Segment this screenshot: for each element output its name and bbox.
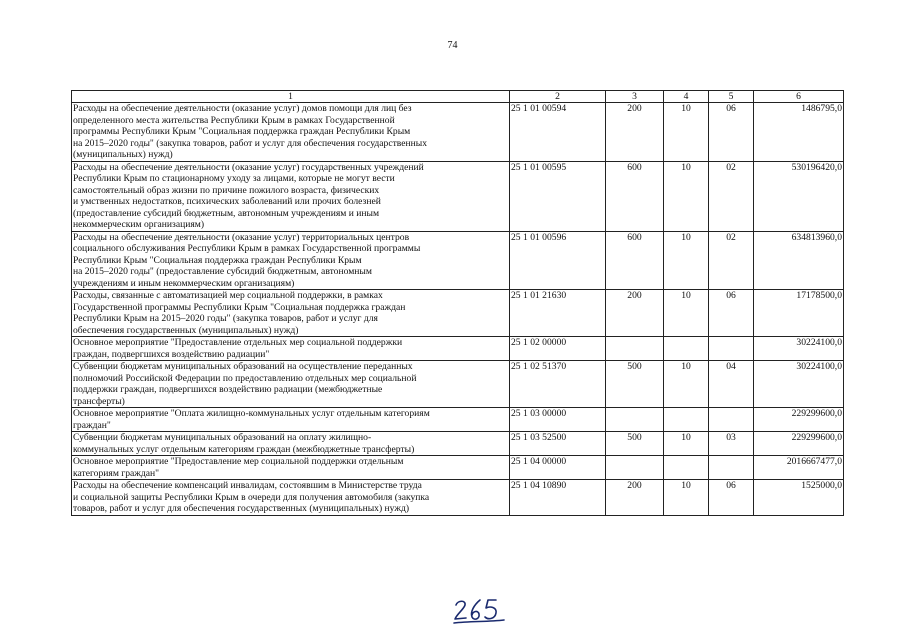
subsection: 02 bbox=[709, 161, 754, 231]
amount: 17178500,0 bbox=[754, 290, 844, 337]
header-col-5: 5 bbox=[709, 91, 754, 103]
subsection: 06 bbox=[709, 103, 754, 162]
handwritten-page-mark bbox=[452, 595, 512, 625]
section: 10 bbox=[664, 432, 709, 456]
section: 10 bbox=[664, 103, 709, 162]
expense-name: Расходы, связанные с автоматизацией мер социальной поддержки, в рамках Государственной программы Республики Крым "Социальная поддержка граждан Республики Крым на 2015–2020 годы" (закупка товаров, работ и услуг для обеспечения государственных (муниципальных) нужд) bbox=[72, 290, 510, 337]
section: 10 bbox=[664, 480, 709, 516]
expense-name: Субвенции бюджетам муниципальных образований на осуществление переданных полномочий Российской Федерации по предоставлению отдельных мер социальной поддержки граждан, подвергшихся воздействию радиации (межбюджетные трансферты) bbox=[72, 361, 510, 408]
table-row bbox=[72, 480, 844, 516]
table-row bbox=[72, 361, 844, 408]
header-col-1: 1 bbox=[72, 91, 510, 103]
expense-name: Основное мероприятие "Оплата жилищно-коммунальных услуг отдельным категориям граждан" bbox=[72, 408, 510, 432]
subsection bbox=[709, 337, 754, 361]
table-row bbox=[72, 432, 844, 456]
budget-code: 25 1 01 21630 bbox=[510, 290, 606, 337]
budget-code: 25 1 03 52500 bbox=[510, 432, 606, 456]
table-row bbox=[72, 103, 844, 162]
subsection: 06 bbox=[709, 480, 754, 516]
budget-code: 25 1 01 00594 bbox=[510, 103, 606, 162]
header-col-2: 2 bbox=[510, 91, 606, 103]
section bbox=[664, 337, 709, 361]
subsection: 03 bbox=[709, 432, 754, 456]
expense-type: 500 bbox=[606, 361, 664, 408]
header-col-3: 3 bbox=[606, 91, 664, 103]
subsection bbox=[709, 456, 754, 480]
table-row bbox=[72, 290, 844, 337]
table-row bbox=[72, 408, 844, 432]
amount: 530196420,0 bbox=[754, 161, 844, 231]
budget-code: 25 1 01 00596 bbox=[510, 231, 606, 290]
expense-type: 500 bbox=[606, 432, 664, 456]
expense-type: 200 bbox=[606, 290, 664, 337]
header-col-4: 4 bbox=[664, 91, 709, 103]
expense-type bbox=[606, 337, 664, 361]
amount: 1525000,0 bbox=[754, 480, 844, 516]
amount: 634813960,0 bbox=[754, 231, 844, 290]
budget-code: 25 1 04 10890 bbox=[510, 480, 606, 516]
budget-table bbox=[71, 90, 844, 516]
subsection: 04 bbox=[709, 361, 754, 408]
expense-name: Основное мероприятие "Предоставление отдельных мер социальной поддержки граждан, подвергшихся воздействию радиации" bbox=[72, 337, 510, 361]
amount: 229299600,0 bbox=[754, 408, 844, 432]
table-header-row bbox=[72, 91, 844, 103]
section: 10 bbox=[664, 231, 709, 290]
expense-name: Расходы на обеспечение деятельности (оказание услуг) домов помощи для лиц без определенного места жительства Республики Крым в рамках Государственной программы Республики Крым "Социальная поддержка граждан Республики Крым на 2015–2020 годы" (закупка товаров, работ и услуг для обеспечения государственных (муниципальных) нужд) bbox=[72, 103, 510, 162]
section: 10 bbox=[664, 290, 709, 337]
amount: 30224100,0 bbox=[754, 361, 844, 408]
expense-type bbox=[606, 456, 664, 480]
section bbox=[664, 408, 709, 432]
subsection: 02 bbox=[709, 231, 754, 290]
budget-code: 25 1 04 00000 bbox=[510, 456, 606, 480]
section: 10 bbox=[664, 361, 709, 408]
table-row bbox=[72, 161, 844, 231]
section bbox=[664, 456, 709, 480]
expense-type: 600 bbox=[606, 231, 664, 290]
budget-code: 25 1 02 00000 bbox=[510, 337, 606, 361]
section: 10 bbox=[664, 161, 709, 231]
expense-name: Расходы на обеспечение деятельности (оказание услуг) государственных учреждений Республики Крым по стационарному уходу за лицами, которые не могут вести самостоятельный образ жизни по причине пожилого возраста, физических и умственных недостатков, психических заболеваний или прочих болезней (предоставление субсидий бюджетным, автономным учреждениям и иным некоммерческим организациям) bbox=[72, 161, 510, 231]
table-row bbox=[72, 231, 844, 290]
amount: 2016667477,0 bbox=[754, 456, 844, 480]
expense-type: 600 bbox=[606, 161, 664, 231]
table-row bbox=[72, 456, 844, 480]
table-row bbox=[72, 337, 844, 361]
expense-name: Расходы на обеспечение деятельности (оказание услуг) территориальных центров социального обслуживания Республики Крым в рамках Государственной программы Республики Крым "Социальная поддержка граждан Республики Крым на 2015–2020 годы" (предоставление субсидий бюджетным, автономным учреждениям и иным некоммерческим организациям) bbox=[72, 231, 510, 290]
subsection bbox=[709, 408, 754, 432]
expense-type bbox=[606, 408, 664, 432]
subsection: 06 bbox=[709, 290, 754, 337]
expense-type: 200 bbox=[606, 480, 664, 516]
page-number: 74 bbox=[447, 40, 458, 51]
budget-code: 25 1 02 51370 bbox=[510, 361, 606, 408]
budget-code: 25 1 01 00595 bbox=[510, 161, 606, 231]
expense-type: 200 bbox=[606, 103, 664, 162]
amount: 229299600,0 bbox=[754, 432, 844, 456]
expense-name: Субвенции бюджетам муниципальных образований на оплату жилищно- коммунальных услуг отдельным категориям граждан (межбюджетные трансферты) bbox=[72, 432, 510, 456]
expense-name: Расходы на обеспечение компенсаций инвалидам, состоявшим в Министерстве труда и социальной защиты Республики Крым в очереди для получения автомобиля (закупка товаров, работ и услуг для обеспечения государственных (муниципальных) нужд) bbox=[72, 480, 510, 516]
header-col-6: 6 bbox=[754, 91, 844, 103]
budget-code: 25 1 03 00000 bbox=[510, 408, 606, 432]
expense-name: Основное мероприятие "Предоставление мер социальной поддержки отдельным категориям граждан" bbox=[72, 456, 510, 480]
amount: 1486795,0 bbox=[754, 103, 844, 162]
amount: 30224100,0 bbox=[754, 337, 844, 361]
